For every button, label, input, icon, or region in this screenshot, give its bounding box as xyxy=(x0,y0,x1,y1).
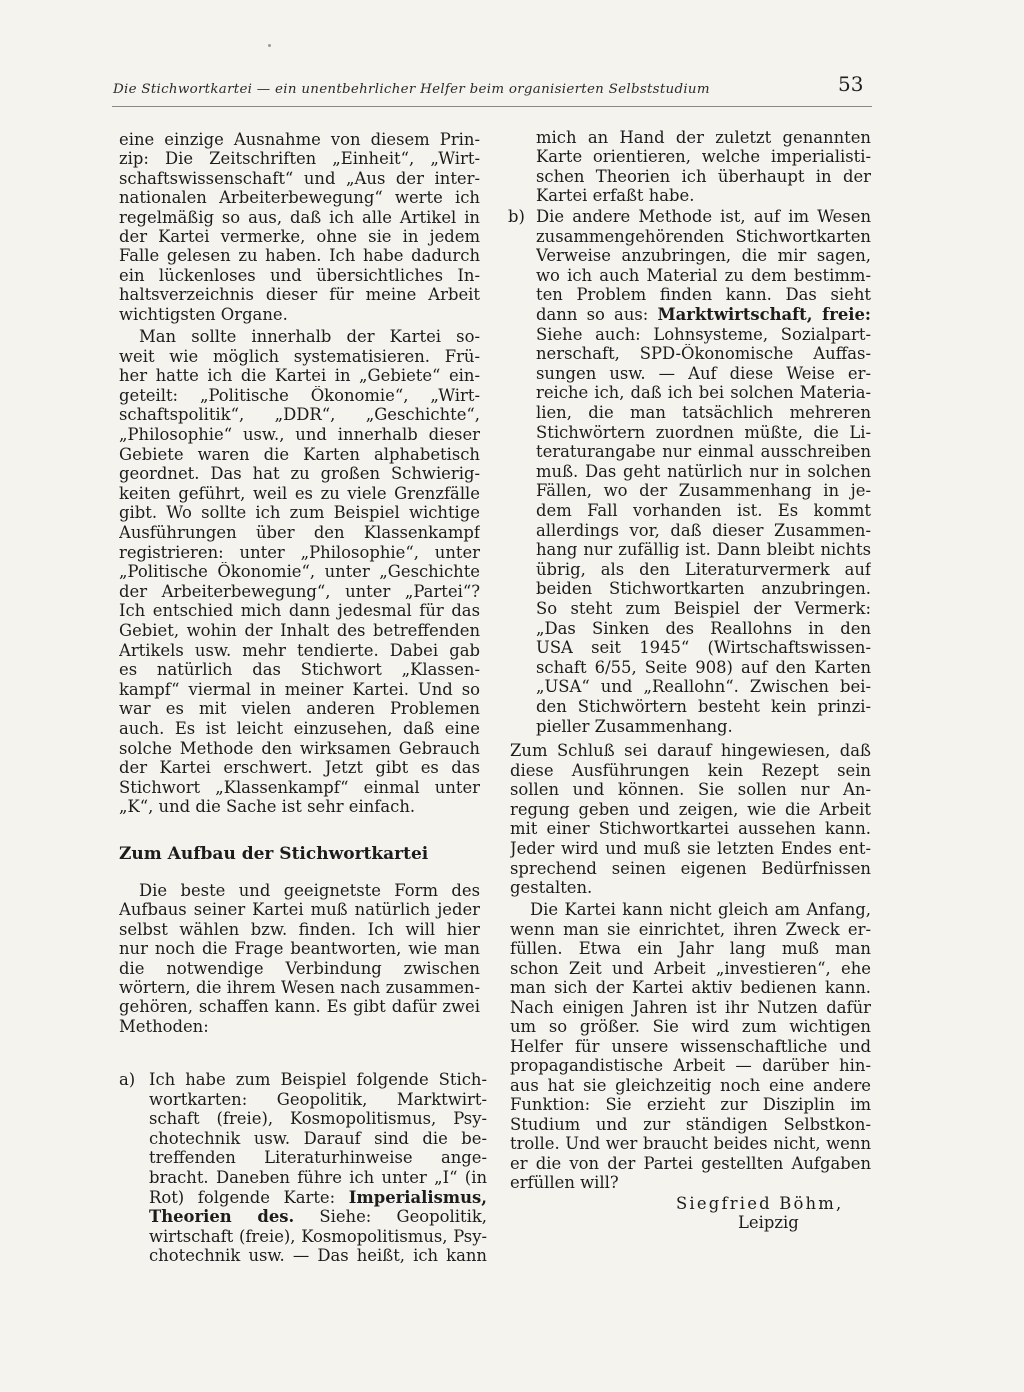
text-line: Methoden: xyxy=(119,1016,209,1036)
text-line: er die von der Partei gestellten Aufgaben xyxy=(510,1153,871,1173)
text-line: übrig, als den Literaturvermerk auf xyxy=(536,559,871,579)
text-line: schaft 6/55, Seite 908) auf den Karten xyxy=(536,657,871,677)
text-line: ein lückenloses und übersichtliches In- xyxy=(119,265,480,285)
text-line: treffenden Literaturhinweise ange- xyxy=(149,1148,487,1168)
text-line: lien, die man tatsächlich mehreren xyxy=(536,403,871,422)
section-heading: Zum Aufbau der Stichwortkartei xyxy=(119,844,429,864)
text-line: So steht zum Beispiel der Vermerk: xyxy=(536,599,871,618)
text-line: „Das Sinken des Reallohns in den xyxy=(536,618,871,638)
text-line: man sich der Kartei aktiv bedienen kann. xyxy=(510,978,871,997)
text-line: Jeder wird und muß sie letzten Endes ent- xyxy=(510,839,871,858)
text-line: Aufbaus seiner Kartei muß natürlich jeder xyxy=(119,900,480,920)
author-place: Leipzig xyxy=(738,1213,799,1232)
text-line: mit einer Stichwortkartei aussehen kann. xyxy=(510,819,871,839)
text-line: eine einzige Ausnahme von diesem Prin- xyxy=(119,130,480,149)
text-line: chotechnik usw. Darauf sind die be- xyxy=(149,1128,487,1148)
text-line: schaft (freie), Kosmopolitismus, Psy- xyxy=(149,1109,487,1129)
text-line: wirtschaft (freie), Kosmopolitismus, Psy- xyxy=(149,1226,487,1246)
text-line: pieller Zusammenhang. xyxy=(536,716,733,736)
text-line: Artikels usw. mehr tendierte. Dabei gab xyxy=(119,640,480,660)
text-line: aus hat sie gleichzeitig noch eine andere xyxy=(510,1075,871,1095)
text-line: Man sollte innerhalb der Kartei so- xyxy=(139,327,480,346)
bold-term: Imperialismus, xyxy=(348,1187,487,1207)
text-line: gibt. Wo sollte ich zum Beispiel wichtige xyxy=(119,503,480,523)
text-line: propagandistische Arbeit — darüber hin- xyxy=(510,1056,871,1075)
text-line: Gebiete waren die Karten alphabetisch xyxy=(119,444,480,464)
text-line: füllen. Etwa ein Jahr lang muß man xyxy=(510,939,871,958)
text-line: Ausführungen über den Klassenkampf xyxy=(119,523,480,542)
text-line: wichtigsten Organe. xyxy=(119,304,288,324)
text-line: schaftspolitik“, „DDR“, „Geschichte“, xyxy=(119,405,480,425)
text-line: mich an Hand der zuletzt genannten xyxy=(536,128,871,147)
text-line: geteilt: „Politische Ökonomie“, „Wirt- xyxy=(119,385,480,405)
text-line: ten Problem finden kann. Das sieht xyxy=(536,285,871,305)
text-line: schen Theorien ich überhaupt in der xyxy=(536,166,871,186)
text-line: schon Zeit und Arbeit „investieren“, ehe xyxy=(510,958,871,978)
text-line: solche Methode den wirksamen Gebrauch xyxy=(119,738,480,758)
text-line: Funktion: Sie erzieht zur Disziplin im xyxy=(510,1095,871,1114)
text-line: weit wie möglich systematisieren. Frü- xyxy=(119,346,480,366)
text-line: reiche ich, daß ich bei solchen Materia- xyxy=(536,383,871,403)
text-line: regung geben und zeigen, wie die Arbeit xyxy=(510,799,871,819)
text-line: USA seit 1945“ (Wirtschaftswissen- xyxy=(536,638,871,658)
text-line: den Stichwörtern besteht kein prinzi- xyxy=(536,697,871,716)
list-marker-a: a) xyxy=(119,1070,136,1089)
text-line: selbst wählen bzw. finden. Ich will hier xyxy=(119,919,480,939)
text-line: auch. Es ist leicht einzusehen, daß eine xyxy=(119,719,480,738)
text-line: Ich habe zum Beispiel folgende Stich- xyxy=(149,1070,487,1089)
text-line: wortkarten: Geopolitik, Marktwirt- xyxy=(149,1089,487,1109)
text-line: chotechnik usw. — Das heißt, ich kann xyxy=(149,1246,487,1266)
text-line: es natürlich das Stichwort „Klassen- xyxy=(119,660,480,680)
text-line: Kartei erfaßt habe. xyxy=(536,186,695,206)
text-line: Stichwort „Klassenkampf“ einmal unter xyxy=(119,777,480,797)
text-line: muß. Das geht natürlich nur in solchen xyxy=(536,461,871,481)
text-line: um so größer. Sie wird zum wichtigen xyxy=(510,1017,871,1036)
text-line: Die Kartei kann nicht gleich am Anfang, xyxy=(530,900,871,919)
text-line: diese Ausführungen kein Rezept sein xyxy=(510,760,871,780)
text-line: nerschaft, SPD-Ökonomische Auffas- xyxy=(536,344,871,364)
text-line: bracht. Daneben führe ich unter „I“ (in xyxy=(149,1168,487,1187)
text-line: Zum Schluß sei darauf hingewiesen, daß xyxy=(510,741,871,760)
text-line: Rot) folgende Karte: Imperialismus, xyxy=(149,1187,487,1207)
text-line: Die andere Methode ist, auf im Wesen xyxy=(536,207,871,226)
text-line: beiden Stichwortkarten anzubringen. xyxy=(536,579,871,599)
author-signature: Siegfried Böhm, xyxy=(676,1194,844,1213)
text-line: Nach einigen Jahren ist ihr Nutzen dafür xyxy=(510,997,871,1017)
text-line: gehören, schaffen kann. Es gibt dafür zwei xyxy=(119,997,480,1017)
text-line: sollen und können. Sie sollen nur An- xyxy=(510,780,871,800)
text-line: Karte orientieren, welche imperialisti- xyxy=(536,147,871,167)
text-line: sprechend seinen eigenen Bedürfnissen xyxy=(510,858,871,878)
text-line: Theorien des. Siehe: Geopolitik, xyxy=(149,1207,487,1227)
bold-term: Marktwirtschaft, freie: xyxy=(657,305,871,324)
paper-speck xyxy=(268,44,271,47)
text-line: Falle gelesen zu haben. Ich habe dadurch xyxy=(119,246,480,266)
text-line: sungen usw. — Auf diese Weise er- xyxy=(536,363,871,383)
text-line: wörtern, die ihrem Wesen nach zusammen- xyxy=(119,978,480,997)
header-rule xyxy=(112,106,872,107)
text-line: Siehe auch: Lohnsysteme, Sozialpart- xyxy=(536,324,871,344)
text-line: Stichwörtern zuordnen müßte, die Li- xyxy=(536,422,871,442)
text-line: schaftswissenschaft“ und „Aus der inter- xyxy=(119,168,480,188)
text-line: zip: Die Zeitschriften „Einheit“, „Wirt- xyxy=(119,149,480,169)
text-line: die notwendige Verbindung zwischen xyxy=(119,958,480,978)
text-line: war es mit vielen anderen Problemen xyxy=(119,699,480,719)
text-line: trolle. Und wer braucht beides nicht, wenn xyxy=(510,1134,871,1153)
text-line: nationalen Arbeiterbewegung“ werte ich xyxy=(119,188,480,208)
text-line: Studium und zur ständigen Selbstkon- xyxy=(510,1114,871,1134)
text-line: Fällen, wo der Zusammenhang in je- xyxy=(536,481,871,501)
text-line: „USA“ und „Reallohn“. Zwischen bei- xyxy=(536,677,871,697)
text-line: dann so aus: Marktwirtschaft, freie: xyxy=(536,305,871,324)
text-line: Die beste und geeignetste Form des xyxy=(139,881,480,900)
text-line: Verweise anzubringen, die mir sagen, xyxy=(536,246,871,266)
list-marker-b: b) xyxy=(508,207,525,226)
text-line: allerdings vor, daß dieser Zusammen- xyxy=(536,520,871,540)
text-line: dem Fall vorhanden ist. Es kommt xyxy=(536,501,871,520)
text-line: haltsverzeichnis dieser für meine Arbeit xyxy=(119,285,480,305)
text-line: wo ich auch Material zu dem bestimm- xyxy=(536,265,871,285)
text-line: hang nur zufällig ist. Dann bleibt nichts xyxy=(536,540,871,560)
text-line: keiten geführt, weil es zu viele Grenzfälle xyxy=(119,483,480,503)
text-line: regelmäßig so aus, daß ich alle Artikel in xyxy=(119,207,480,227)
text-line: nur noch die Frage beantworten, wie man xyxy=(119,939,480,959)
text-line: zusammengehörenden Stichwortkarten xyxy=(536,226,871,246)
page-number: 53 xyxy=(838,72,864,96)
running-header: Die Stichwortkartei — ein unentbehrlicher Helfer beim organisierten Selbststudium xyxy=(113,82,710,97)
text-line: „K“, und die Sache ist sehr einfach. xyxy=(119,797,416,817)
text-line: registrieren: unter „Philosophie“, unter xyxy=(119,542,480,562)
bold-term: Theorien des. xyxy=(149,1207,295,1227)
text-line: Helfer für unsere wissenschaftliche und xyxy=(510,1036,871,1056)
text-line: der Kartei vermerke, ohne sie in jedem xyxy=(119,227,480,246)
text-line: der Kartei erschwert. Jetzt gibt es das xyxy=(119,758,480,778)
text-line: der Arbeiterbewegung“, unter „Partei“? xyxy=(119,581,480,601)
text-line: her hatte ich die Kartei in „Gebiete“ ein- xyxy=(119,366,480,386)
text-line: geordnet. Das hat zu großen Schwierig- xyxy=(119,464,480,484)
text-line: „Philosophie“ usw., und innerhalb dieser xyxy=(119,425,480,444)
text-line: Ich entschied mich dann jedesmal für das xyxy=(119,601,480,621)
text-line: erfüllen will? xyxy=(510,1173,619,1192)
text-line: wenn man sie einrichtet, ihren Zweck er- xyxy=(510,919,871,939)
text-line: Gebiet, wohin der Inhalt des betreffenden xyxy=(119,621,480,640)
text-line: kampf“ viermal in meiner Kartei. Und so xyxy=(119,679,480,699)
text-line: „Politische Ökonomie“, unter „Geschichte xyxy=(119,562,480,582)
text-line: gestalten. xyxy=(510,878,593,898)
text-line: teraturangabe nur einmal ausschreiben xyxy=(536,442,871,462)
